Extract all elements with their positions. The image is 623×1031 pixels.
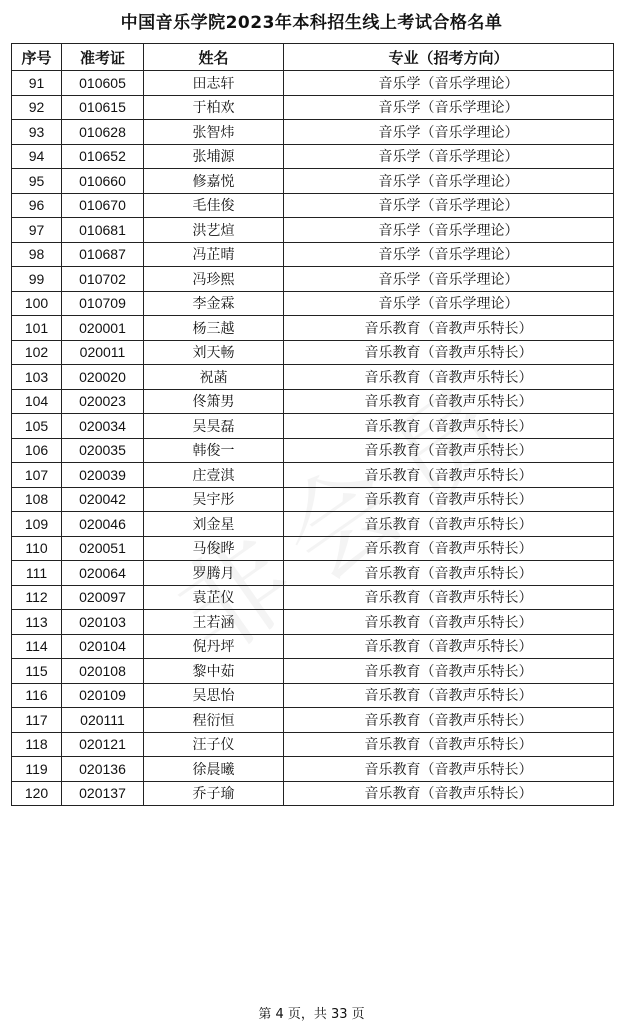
cell-ticket: 020121 (62, 732, 144, 757)
cell-name: 于柏欢 (144, 95, 284, 120)
cell-major: 音乐学（音乐学理论） (284, 218, 614, 243)
cell-seq: 103 (12, 365, 62, 390)
table-row (12, 120, 614, 145)
cell-major: 音乐教育（音教声乐特长） (284, 340, 614, 365)
cell-major: 音乐教育（音教声乐特长） (284, 757, 614, 782)
table-row (12, 169, 614, 194)
table-row (12, 438, 614, 463)
cell-seq: 120 (12, 781, 62, 806)
cell-name: 李金霖 (144, 291, 284, 316)
cell-ticket: 020108 (62, 659, 144, 684)
cell-major: 音乐教育（音教声乐特长） (284, 389, 614, 414)
cell-ticket: 020011 (62, 340, 144, 365)
cell-ticket: 020064 (62, 561, 144, 586)
cell-ticket: 020034 (62, 414, 144, 439)
cell-major: 音乐学（音乐学理论） (284, 242, 614, 267)
table-row (12, 316, 614, 341)
cell-major: 音乐学（音乐学理论） (284, 193, 614, 218)
cell-ticket: 020109 (62, 683, 144, 708)
header-major: 专业（招考方向） (284, 44, 614, 71)
cell-ticket: 010670 (62, 193, 144, 218)
cell-major: 音乐教育（音教声乐特长） (284, 487, 614, 512)
cell-seq: 95 (12, 169, 62, 194)
table-row (12, 536, 614, 561)
cell-seq: 94 (12, 144, 62, 169)
cell-seq: 102 (12, 340, 62, 365)
cell-ticket: 010681 (62, 218, 144, 243)
cell-ticket: 020020 (62, 365, 144, 390)
table-row (12, 585, 614, 610)
cell-seq: 116 (12, 683, 62, 708)
cell-major: 音乐教育（音教声乐特长） (284, 732, 614, 757)
cell-name: 王若涵 (144, 610, 284, 635)
cell-major: 音乐教育（音教声乐特长） (284, 438, 614, 463)
table-row (12, 193, 614, 218)
cell-name: 韩俊一 (144, 438, 284, 463)
cell-seq: 114 (12, 634, 62, 659)
cell-ticket: 020103 (62, 610, 144, 635)
cell-major: 音乐教育（音教声乐特长） (284, 414, 614, 439)
table-row (12, 683, 614, 708)
cell-name: 刘天畅 (144, 340, 284, 365)
cell-major: 音乐教育（音教声乐特长） (284, 585, 614, 610)
cell-major: 音乐教育（音教声乐特长） (284, 561, 614, 586)
cell-name: 张埔源 (144, 144, 284, 169)
table-row (12, 291, 614, 316)
table-row (12, 414, 614, 439)
cell-major: 音乐学（音乐学理论） (284, 144, 614, 169)
cell-name: 程衍恒 (144, 708, 284, 733)
cell-major: 音乐学（音乐学理论） (284, 291, 614, 316)
cell-ticket: 020111 (62, 708, 144, 733)
cell-seq: 108 (12, 487, 62, 512)
cell-seq: 107 (12, 463, 62, 488)
cell-ticket: 010660 (62, 169, 144, 194)
cell-ticket: 010628 (62, 120, 144, 145)
table-row (12, 95, 614, 120)
table-row (12, 659, 614, 684)
cell-name: 徐晨曦 (144, 757, 284, 782)
cell-name: 庄壹淇 (144, 463, 284, 488)
table-row (12, 512, 614, 537)
cell-name: 张智炜 (144, 120, 284, 145)
cell-seq: 112 (12, 585, 62, 610)
table-row (12, 634, 614, 659)
cell-ticket: 020097 (62, 585, 144, 610)
cell-major: 音乐教育（音教声乐特长） (284, 683, 614, 708)
cell-ticket: 010709 (62, 291, 144, 316)
cell-name: 吴昊磊 (144, 414, 284, 439)
cell-seq: 97 (12, 218, 62, 243)
cell-ticket: 020001 (62, 316, 144, 341)
cell-seq: 96 (12, 193, 62, 218)
table-row (12, 365, 614, 390)
cell-name: 田志轩 (144, 71, 284, 96)
cell-major: 音乐学（音乐学理论） (284, 95, 614, 120)
cell-seq: 119 (12, 757, 62, 782)
table-row (12, 732, 614, 757)
cell-ticket: 020136 (62, 757, 144, 782)
cell-major: 音乐学（音乐学理论） (284, 71, 614, 96)
header-ticket: 准考证 (62, 44, 144, 71)
cell-ticket: 020104 (62, 634, 144, 659)
cell-major: 音乐教育（音教声乐特长） (284, 659, 614, 684)
cell-ticket: 010615 (62, 95, 144, 120)
cell-major: 音乐学（音乐学理论） (284, 169, 614, 194)
cell-seq: 104 (12, 389, 62, 414)
cell-major: 音乐教育（音教声乐特长） (284, 536, 614, 561)
cell-seq: 113 (12, 610, 62, 635)
cell-name: 祝菡 (144, 365, 284, 390)
cell-name: 冯芷晴 (144, 242, 284, 267)
cell-major: 音乐学（音乐学理论） (284, 120, 614, 145)
table-row (12, 561, 614, 586)
cell-major: 音乐教育（音教声乐特长） (284, 610, 614, 635)
cell-seq: 101 (12, 316, 62, 341)
table-row (12, 144, 614, 169)
cell-ticket: 020137 (62, 781, 144, 806)
cell-seq: 105 (12, 414, 62, 439)
cell-major: 音乐教育（音教声乐特长） (284, 781, 614, 806)
table-header-row (12, 44, 614, 71)
cell-name: 修嘉悦 (144, 169, 284, 194)
cell-seq: 110 (12, 536, 62, 561)
cell-seq: 109 (12, 512, 62, 537)
table-row (12, 708, 614, 733)
table-row (12, 757, 614, 782)
cell-ticket: 020051 (62, 536, 144, 561)
cell-major: 音乐教育（音教声乐特长） (284, 512, 614, 537)
table-row (12, 781, 614, 806)
cell-major: 音乐教育（音教声乐特长） (284, 365, 614, 390)
table-row (12, 487, 614, 512)
cell-seq: 92 (12, 95, 62, 120)
cell-ticket: 010652 (62, 144, 144, 169)
cell-seq: 118 (12, 732, 62, 757)
cell-ticket: 020046 (62, 512, 144, 537)
cell-name: 吴思怡 (144, 683, 284, 708)
cell-ticket: 010687 (62, 242, 144, 267)
header-name: 姓名 (144, 44, 284, 71)
document-title: 中国音乐学院2023年本科招生线上考试合格名单 (120, 13, 503, 33)
cell-name: 毛佳俊 (144, 193, 284, 218)
cell-name: 佟箫男 (144, 389, 284, 414)
cell-name: 罗腾月 (144, 561, 284, 586)
cell-major: 音乐教育（音教声乐特长） (284, 463, 614, 488)
table-row (12, 218, 614, 243)
cell-seq: 115 (12, 659, 62, 684)
cell-seq: 117 (12, 708, 62, 733)
table-row (12, 340, 614, 365)
cell-ticket: 020039 (62, 463, 144, 488)
cell-seq: 111 (12, 561, 62, 586)
cell-name: 倪丹坪 (144, 634, 284, 659)
cell-name: 冯珍熙 (144, 267, 284, 292)
cell-name: 黎中茹 (144, 659, 284, 684)
cell-ticket: 010702 (62, 267, 144, 292)
cell-ticket: 020042 (62, 487, 144, 512)
page-footer: 第 4 页，共 33 页 (258, 1007, 365, 1022)
cell-seq: 106 (12, 438, 62, 463)
cell-name: 刘金星 (144, 512, 284, 537)
cell-ticket: 020035 (62, 438, 144, 463)
cell-seq: 100 (12, 291, 62, 316)
cell-name: 乔子瑜 (144, 781, 284, 806)
admission-table (11, 43, 614, 806)
table-row (12, 242, 614, 267)
cell-name: 洪艺煊 (144, 218, 284, 243)
cell-major: 音乐教育（音教声乐特长） (284, 316, 614, 341)
cell-seq: 91 (12, 71, 62, 96)
table-row (12, 610, 614, 635)
table-body (12, 71, 614, 806)
cell-major: 音乐教育（音教声乐特长） (284, 634, 614, 659)
cell-seq: 93 (12, 120, 62, 145)
cell-name: 汪子仪 (144, 732, 284, 757)
cell-seq: 98 (12, 242, 62, 267)
cell-major: 音乐学（音乐学理论） (284, 267, 614, 292)
cell-ticket: 020023 (62, 389, 144, 414)
cell-seq: 99 (12, 267, 62, 292)
header-seq: 序号 (12, 44, 62, 71)
table-row (12, 267, 614, 292)
table-row (12, 463, 614, 488)
table-row (12, 389, 614, 414)
cell-major: 音乐教育（音教声乐特长） (284, 708, 614, 733)
cell-name: 马俊晔 (144, 536, 284, 561)
cell-ticket: 010605 (62, 71, 144, 96)
cell-name: 杨三越 (144, 316, 284, 341)
cell-name: 袁芷仪 (144, 585, 284, 610)
cell-name: 吴宇彤 (144, 487, 284, 512)
table-row (12, 71, 614, 96)
